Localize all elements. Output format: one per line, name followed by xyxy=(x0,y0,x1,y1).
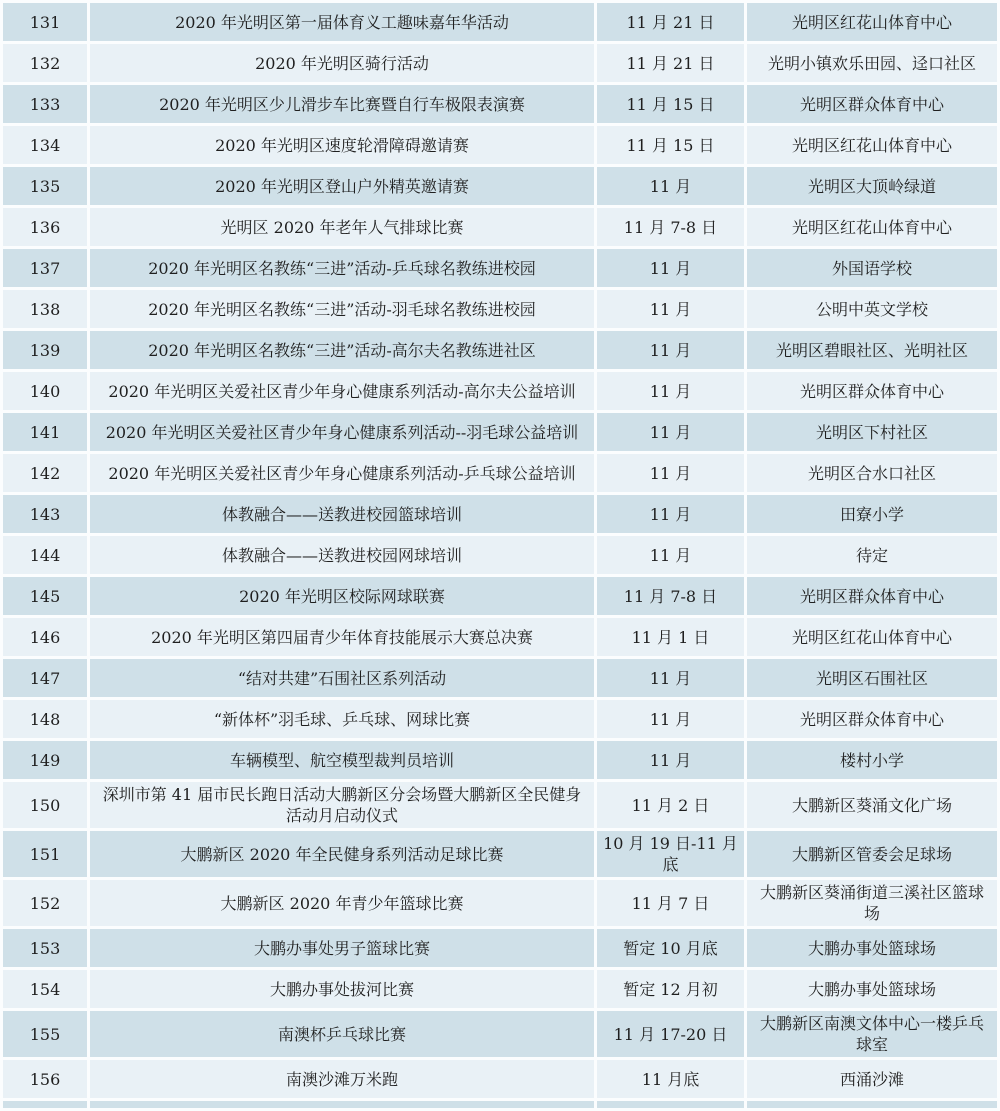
event-date: 11 月 xyxy=(597,372,744,410)
event-location: 大鹏办事处篮球场 xyxy=(747,929,997,967)
event-date: 11 月 17-20 日 xyxy=(597,1011,744,1057)
event-name: 光明区 2020 年老年人气排球比赛 xyxy=(90,208,594,246)
event-date: 暂定 10 月底 xyxy=(597,929,744,967)
event-name: 2020 年光明区关爱社区青少年身心健康系列活动-乒乓球公益培训 xyxy=(90,454,594,492)
table-row xyxy=(3,831,997,877)
event-name: 2020 年光明区关爱社区青少年身心健康系列活动-高尔夫公益培训 xyxy=(90,372,594,410)
row-number: 134 xyxy=(3,126,87,164)
table-row xyxy=(3,929,997,967)
event-name: 大鹏办事处拔河比赛 xyxy=(90,970,594,1008)
event-location: 光明区群众体育中心 xyxy=(747,372,997,410)
table-row xyxy=(3,290,997,328)
event-location: 光明区群众体育中心 xyxy=(747,577,997,615)
table-row xyxy=(3,3,997,41)
event-name: 2020 年光明区登山户外精英邀请赛 xyxy=(90,167,594,205)
event-date: 11 月 xyxy=(597,413,744,451)
table-row xyxy=(3,126,997,164)
event-name: 2020 年光明区骑行活动 xyxy=(90,44,594,82)
table-row xyxy=(3,44,997,82)
event-name: 大鹏新区 2020 年全民健身系列活动足球比赛 xyxy=(90,831,594,877)
event-location: 光明区碧眼社区、光明社区 xyxy=(747,331,997,369)
event-location: 光明区下村社区 xyxy=(747,413,997,451)
table-row xyxy=(3,741,997,779)
event-date: 11 月 xyxy=(597,495,744,533)
event-location: 光明区群众体育中心 xyxy=(747,85,997,123)
event-location: 光明区群众体育中心 xyxy=(747,700,997,738)
event-date: 11 月 2 日 xyxy=(597,782,744,828)
row-number: 138 xyxy=(3,290,87,328)
event-location: 大鹏新区葵涌街道三溪社区篮球场 xyxy=(747,880,997,926)
row-number: 154 xyxy=(3,970,87,1008)
row-number: 139 xyxy=(3,331,87,369)
event-name: “结对共建”石围社区系列活动 xyxy=(90,659,594,697)
table-row xyxy=(3,413,997,451)
event-date: 11 月 21 日 xyxy=(597,44,744,82)
event-date: 11 月 1 日 xyxy=(597,618,744,656)
table-row xyxy=(3,208,997,246)
event-location: 光明区红花山体育中心 xyxy=(747,126,997,164)
event-location: 待定 xyxy=(747,536,997,574)
event-name: 南澳沙滩万米跑 xyxy=(90,1060,594,1098)
row-number: 149 xyxy=(3,741,87,779)
table-row xyxy=(3,970,997,1008)
table-row xyxy=(3,577,997,615)
row-number: 151 xyxy=(3,831,87,877)
row-number: 132 xyxy=(3,44,87,82)
event-name: 2020 年光明区校际网球联赛 xyxy=(90,577,594,615)
table-row xyxy=(3,618,997,656)
row-number: 144 xyxy=(3,536,87,574)
event-name: 南澳杯乒乓球比赛 xyxy=(90,1011,594,1057)
table-row xyxy=(3,331,997,369)
event-name: 体教融合——送教进校园篮球培训 xyxy=(90,495,594,533)
event-location: 田寮小学 xyxy=(747,495,997,533)
event-location: 光明区合水口社区 xyxy=(747,454,997,492)
event-date: 11 月 xyxy=(597,249,744,287)
event-name: 深圳市第 41 届市民长跑日活动大鹏新区分会场暨大鹏新区全民健身活动月启动仪式 xyxy=(90,782,594,828)
event-date: 11 月 xyxy=(597,536,744,574)
event-name: 2020 年光明区第一届体育义工趣味嘉年华活动 xyxy=(90,3,594,41)
table-row xyxy=(3,167,997,205)
event-date: 11 月 xyxy=(597,659,744,697)
event-location: 大鹏新区南澳文体中心一楼乒乓球室 xyxy=(747,1011,997,1057)
event-date: 11 月 xyxy=(597,290,744,328)
event-location: 光明区大顶岭绿道 xyxy=(747,167,997,205)
row-number: 133 xyxy=(3,85,87,123)
row-number: 140 xyxy=(3,372,87,410)
event-location: 光明区红花山体育中心 xyxy=(747,618,997,656)
event-name: 2020 年光明区名教练“三进”活动-羽毛球名教练进校园 xyxy=(90,290,594,328)
table-row xyxy=(3,1011,997,1057)
event-name: 车辆模型、航空模型裁判员培训 xyxy=(90,741,594,779)
table-row xyxy=(3,249,997,287)
event-name: 2020 年光明区第四届青少年体育技能展示大赛总决赛 xyxy=(90,618,594,656)
row-number: 135 xyxy=(3,167,87,205)
event-date: 11 月 15 日 xyxy=(597,126,744,164)
table-row xyxy=(3,782,997,828)
event-location: 大鹏新区管委会足球场 xyxy=(747,831,997,877)
event-date: 11 月 7-8 日 xyxy=(597,208,744,246)
event-name: 体教融合——送教进校园网球培训 xyxy=(90,536,594,574)
event-location: 光明区红花山体育中心 xyxy=(747,3,997,41)
table-row xyxy=(3,880,997,926)
row-number: 142 xyxy=(3,454,87,492)
row-number: 150 xyxy=(3,782,87,828)
event-name: 大鹏办事处男子篮球比赛 xyxy=(90,929,594,967)
event-date: 暂定 12 月初 xyxy=(597,970,744,1008)
event-name: 2020 年光明区少儿滑步车比赛暨自行车极限表演赛 xyxy=(90,85,594,123)
row-number: 136 xyxy=(3,208,87,246)
table-row xyxy=(3,536,997,574)
table-row xyxy=(3,1060,997,1098)
row-number: 146 xyxy=(3,618,87,656)
event-date: 11 月底 xyxy=(597,1060,744,1098)
row-number: 131 xyxy=(3,3,87,41)
row-number: 141 xyxy=(3,413,87,451)
row-number: 137 xyxy=(3,249,87,287)
event-date: 11 月 21 日 xyxy=(597,3,744,41)
event-date: 11 月 xyxy=(597,700,744,738)
event-location: 西涌沙滩 xyxy=(747,1060,997,1098)
event-location: 光明区红花山体育中心 xyxy=(747,208,997,246)
event-name: 2020 年光明区名教练“三进”活动-高尔夫名教练进社区 xyxy=(90,331,594,369)
event-name: 大鹏新区 2020 年青少年篮球比赛 xyxy=(90,880,594,926)
table-row xyxy=(3,372,997,410)
event-date: 11 月 7-8 日 xyxy=(597,577,744,615)
event-name: 2020 年光明区关爱社区青少年身心健康系列活动--羽毛球公益培训 xyxy=(90,413,594,451)
row-number: 148 xyxy=(3,700,87,738)
event-location: 大鹏办事处篮球场 xyxy=(747,970,997,1008)
event-name: 2020 年光明区速度轮滑障碍邀请赛 xyxy=(90,126,594,164)
event-location: 公明中英文学校 xyxy=(747,290,997,328)
event-date: 11 月 xyxy=(597,454,744,492)
row-number: 155 xyxy=(3,1011,87,1057)
event-location: 光明小镇欢乐田园、迳口社区 xyxy=(747,44,997,82)
table-row xyxy=(3,659,997,697)
event-date: 10 月 19 日-11 月底 xyxy=(597,831,744,877)
event-location: 大鹏新区葵涌文化广场 xyxy=(747,782,997,828)
table-row xyxy=(3,85,997,123)
row-number: 153 xyxy=(3,929,87,967)
event-location: 外国语学校 xyxy=(747,249,997,287)
table-row xyxy=(3,700,997,738)
table-row xyxy=(3,454,997,492)
event-date: 11 月 xyxy=(597,167,744,205)
row-number: 143 xyxy=(3,495,87,533)
event-date: 11 月 7 日 xyxy=(597,880,744,926)
event-location: 光明区石围社区 xyxy=(747,659,997,697)
row-number: 156 xyxy=(3,1060,87,1098)
event-date: 11 月 xyxy=(597,331,744,369)
event-location: 楼村小学 xyxy=(747,741,997,779)
event-name: 2020 年光明区名教练“三进”活动-乒乓球名教练进校园 xyxy=(90,249,594,287)
event-name: “新体杯”羽毛球、乒乓球、网球比赛 xyxy=(90,700,594,738)
event-date: 11 月 15 日 xyxy=(597,85,744,123)
event-date: 11 月 xyxy=(597,741,744,779)
row-number: 152 xyxy=(3,880,87,926)
row-number: 147 xyxy=(3,659,87,697)
row-number: 145 xyxy=(3,577,87,615)
table-row xyxy=(3,495,997,533)
